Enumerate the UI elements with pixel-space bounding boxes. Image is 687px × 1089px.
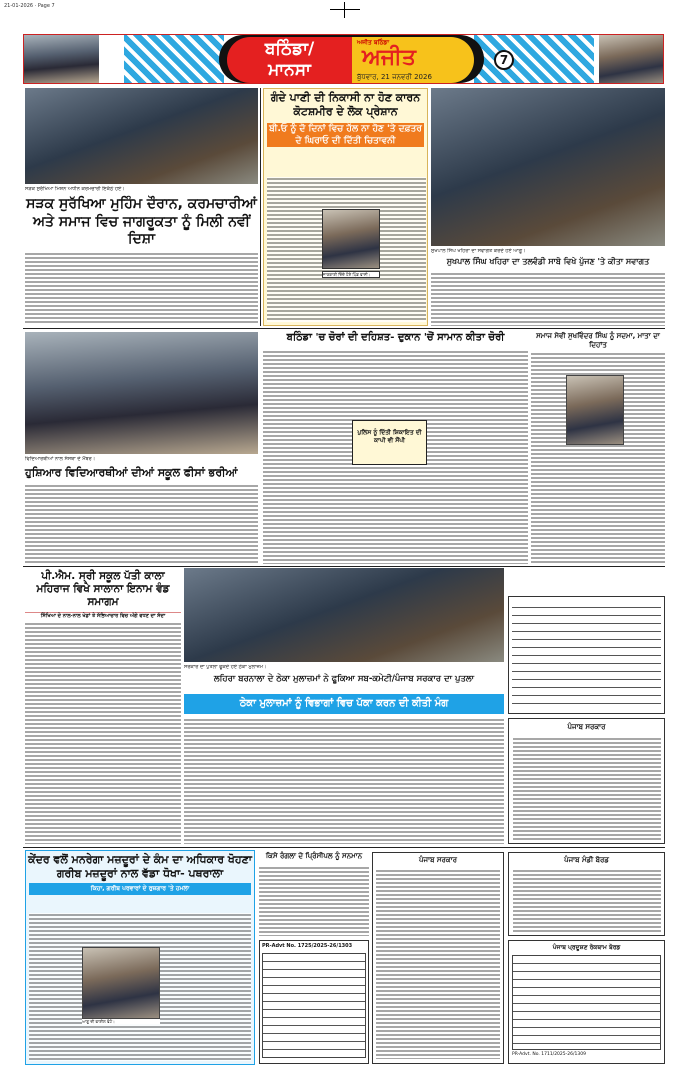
students-photo — [25, 332, 258, 454]
headline: ਲਹਿਰਾ ਬਰਨਾਲਾ ਦੇ ਠੇਕਾ ਮੁਲਾਜ਼ਮਾਂ ਨੇ ਫੂਕਿਆ ਸਬ-ਕਮੇਟੀ/ਪੰਜਾਬ ਸਰਕਾਰ ਦਾ ਪੁਤਲਾ — [213, 674, 475, 684]
headline: ਕੇਂਦਰ ਵਲੋਂ ਮਨਰੇਗਾ ਮਜ਼ਦੂਰਾਂ ਦੇ ਕੰਮ ਦਾ ਅਧਿਕਾਰ ਖੋਹਣਾ ਗਰੀਬ ਮਜ਼ਦੂਰਾਂ ਨਾਲ ਵੱਡਾ ਧੋਖਾ- ਪਥਰਾਲਾ — [28, 853, 252, 880]
ad-body — [376, 869, 500, 1059]
fort-image — [599, 35, 664, 83]
ad-reference: PR-Advt. No. 1711/2025-26/1309 — [512, 1052, 586, 1057]
section-title-line2: ਮਾਨਸਾ — [268, 60, 311, 80]
paper-nameplate — [352, 37, 474, 83]
headline: ਬਠਿੰਡਾ 'ਚ ਚੋਰਾਂ ਦੀ ਦਹਿਸ਼ਤ- ਦੁਕਾਨ 'ਚੋਂ ਸਾਮਾਨ ਕੀਤਾ ਚੋਰੀ — [286, 332, 505, 343]
headline: ਸੜਕ ਸੁਰੱਖਿਆ ਮੁਹਿੰਮ ਦੌਰਾਨ, ਕਰਮਚਾਰੀਆਂ ਅਤੇ ਸਮਾਜ ਵਿਚ ਜਾਗਰੂਕਤਾ ਨੂੰ ਮਿਲੀ ਨਵੀਂ ਦਿਸ਼ਾ — [26, 196, 257, 247]
power-plant-image — [24, 35, 99, 83]
row-rule — [23, 566, 665, 567]
article-body — [184, 718, 504, 844]
column-rule — [260, 88, 261, 326]
article-body — [25, 252, 258, 324]
pull-quote: ਪੁਲਿਸ ਨੂੰ ਦਿੱਤੀ ਸ਼ਿਕਾਇਤ ਦੀ ਕਾਪੀ ਵੀ ਸੌਂਪੀ — [352, 420, 427, 465]
article-body — [259, 866, 369, 936]
sewage-story — [263, 88, 428, 326]
ad-title: ਪੰਜਾਬ ਮੰਡੀ ਬੋਰਡ — [564, 856, 609, 864]
section-title — [227, 37, 352, 83]
print-slug: 21-01-2026 · Page 7 — [4, 3, 55, 9]
ad-reference: PR-Advt No. 1725/2025-26/1303 — [262, 943, 353, 949]
protest-photo — [184, 568, 504, 662]
ad-title: ਪੰਜਾਬ ਪ੍ਰਦੂਸ਼ਣ ਰੋਕਥਾਮ ਬੋਰਡ — [552, 944, 621, 951]
article-body — [25, 484, 258, 564]
portrait-photo — [82, 947, 160, 1019]
decorative-pattern — [474, 35, 594, 83]
welcome-photo — [431, 88, 665, 246]
portrait-photo — [322, 209, 380, 269]
article-body — [431, 272, 665, 326]
notice-text — [512, 600, 661, 710]
notice-ad — [508, 596, 665, 714]
headline: ਕਿਸੇ ਰੰਗਲਾ ਦੇ ਪ੍ਰਿੰਸੀਪਲ ਨੂੰ ਸਨਮਾਨ — [265, 852, 363, 860]
gov-ad — [508, 718, 665, 844]
row-rule — [23, 847, 665, 848]
subhead: ਸਿੱਖਿਆ ਦੇ ਨਾਲ-ਨਾਲ ਖੇਡਾਂ ਤੇ ਸੱਭਿਆਚਾਰ ਵਿਚ ਅੱਗੇ ਵਧਣ ਦਾ ਸੱਦਾ — [25, 612, 181, 619]
photo-caption: ਵਿਦਿਆਰਥੀਆਂ ਨਾਲ ਸੰਸਥਾ ਦੇ ਮੈਂਬਰ। — [25, 456, 96, 462]
masthead — [23, 34, 664, 84]
headline: ਗੰਦੇ ਪਾਣੀ ਦੀ ਨਿਕਾਸੀ ਨਾ ਹੋਣ ਕਾਰਨ ਕੋਟਸ਼ਮੀਰ ਦੇ ਲੋਕ ਪ੍ਰੇਸ਼ਾਨ — [270, 91, 421, 118]
pollution-board-ad — [508, 940, 665, 1064]
ad-title: ਪੰਜਾਬ ਸਰਕਾਰ — [567, 723, 606, 731]
headline: ਸਮਾਜ ਸੇਵੀ ਸੁਖਵਿੰਦਰ ਸਿੰਘ ਨੂੰ ਸਦਮਾ, ਮਾਤਾ ਦਾ ਦਿਹਾਂਤ — [531, 332, 665, 350]
tender-table — [259, 940, 369, 1064]
mandi-board-ad — [508, 852, 665, 936]
paper-tagline: ਅਜੀਤ ਬਠਿੰਡਾ — [357, 39, 390, 46]
issue-date: ਬੁੱਧਵਾਰ, 21 ਜਨਵਰੀ 2026 — [357, 73, 432, 81]
photo-caption: ਆਗੂ ਦੀ ਫਾਈਲ ਫੋਟੋ। — [82, 1019, 160, 1024]
ad-body — [513, 737, 661, 841]
crop-mark — [330, 9, 360, 10]
paper-name: ਅਜੀਤ — [362, 45, 416, 70]
ad-table — [262, 953, 366, 1058]
photo-caption: ਸੁਖਪਾਲ ਸਿੰਘ ਖਹਿਰਾ ਦਾ ਸਵਾਗਤ ਕਰਦੇ ਹੋਏ ਆਗੂ। — [431, 248, 526, 254]
page-number: 7 — [494, 50, 514, 70]
subhead: ਬੀ.ਓ ਨੂੰ ਦੋ ਦਿਨਾਂ ਵਿਚ ਹੱਲ ਨਾ ਹੋਣ 'ਤੇ ਦਫ਼ਤਰ ਦੇ ਘਿਰਾਓ ਦੀ ਦਿੱਤੀ ਚਿਤਾਵਨੀ — [267, 123, 424, 147]
subhead: ਠੇਕਾ ਮੁਲਾਜ਼ਮਾਂ ਨੂੰ ਵਿਭਾਗਾਂ ਵਿਚ ਪੱਕਾ ਕਰਨ ਦੀ ਕੀਤੀ ਮੰਗ — [184, 694, 504, 714]
section-title-line1: ਬਠਿੰਡਾ/ — [264, 39, 315, 59]
ad-title: ਪੰਜਾਬ ਸਰਕਾਰ — [418, 856, 457, 864]
obituary-photo — [566, 375, 624, 445]
ad-table — [512, 955, 661, 1050]
photo-caption: ਸੜਕ ਸੁਰੱਖਿਆ ਮਿਸ਼ਨ ਅਧੀਨ ਕਰਮਚਾਰੀ ਇਕੱਠੇ ਹੋਏ। — [25, 186, 125, 192]
road-safety-photo — [25, 88, 258, 184]
photo-caption: ਸਰਕਾਰ ਦਾ ਪੁਤਲਾ ਫੂਕਦੇ ਹੋਏ ਠੇਕਾ ਮੁਲਾਜ਼ਮ। — [184, 664, 267, 670]
headline: ਹੁਸ਼ਿਆਰ ਵਿਦਿਆਰਥੀਆਂ ਦੀਆਂ ਸਕੂਲ ਫੀਸਾਂ ਭਰੀਆਂ — [25, 466, 238, 479]
crop-mark — [344, 2, 345, 18]
ad-body — [513, 869, 661, 933]
row-rule — [23, 328, 665, 329]
photo-caption: ਜਾਣਕਾਰੀ ਦਿੰਦੇ ਹੋਏ ਪਿੰਡ ਵਾਸੀ। — [322, 271, 380, 278]
masthead-logo — [219, 35, 484, 83]
headline: ਪੀ.ਐਮ. ਸ੍ਰੀ ਸਕੂਲ ਪੱਤੀ ਕਾਲਾ ਮਹਿਰਾਜ ਵਿਖੇ ਸਾਲਾਨਾ ਇਨਾਮ ਵੰਡ ਸਮਾਗਮ — [36, 570, 170, 609]
headline: ਸੁਖਪਾਲ ਸਿੰਘ ਖਹਿਰਾ ਦਾ ਤਲਵੰਡੀ ਸਾਬੋ ਵਿਖੇ ਪੁੱਜਣ 'ਤੇ ਕੀਤਾ ਸਵਾਗਤ — [446, 257, 650, 266]
article-body — [25, 622, 181, 844]
tender-notice — [372, 852, 504, 1064]
decorative-pattern — [124, 35, 224, 83]
mgnrega-story — [25, 850, 255, 1065]
subhead: ਕਿਹਾ, ਗਰੀਬ ਪਰਵਾਰਾਂ ਦੇ ਰੁਜ਼ਗਾਰ 'ਤੇ ਹਮਲਾ — [29, 883, 251, 895]
